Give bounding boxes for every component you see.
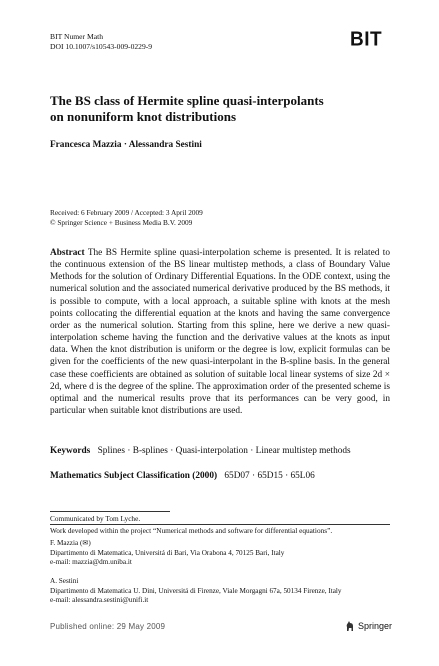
authors: Francesca Mazzia · Alessandra Sestini	[50, 140, 202, 150]
keywords-label: Keywords	[50, 446, 91, 456]
affiliation-mazzia	[50, 539, 284, 568]
keywords	[50, 446, 390, 456]
copyright: © Springer Science + Business Media B.V. 2009	[50, 218, 193, 227]
doi: DOI 10.1007/s10543-009-0229-9	[50, 42, 153, 51]
msc-classification	[50, 471, 390, 481]
author-name: F. Mazzia (✉)	[50, 539, 91, 547]
title-line-2: on nonuniform knot distributions	[50, 109, 237, 124]
footnote-rule	[50, 511, 170, 512]
email-label: e-mail:	[50, 558, 73, 567]
publication-dates	[50, 208, 203, 228]
author-name: A. Sestini	[50, 577, 79, 585]
title-line-1: The BS class of Hermite spline quasi-interpolants	[50, 93, 324, 108]
email-link[interactable]: mazzia@dm.uniba.it	[72, 558, 132, 567]
footnote-divider	[50, 524, 390, 525]
affiliation-sestini	[50, 577, 342, 606]
author-address: Dipartimento di Matematica U. Dini, Universitá di Firenze, Viale Morgagni 67a, 50134 Firenze, Italy	[50, 586, 342, 595]
project-note: Work developed within the project “Numerical methods and software for differential equations”.	[50, 526, 333, 535]
journal-name: BIT Numer Math	[50, 32, 104, 41]
springer-horse-icon	[345, 620, 355, 632]
email-link[interactable]: alessandra.sestini@unifi.it	[72, 596, 149, 605]
author-email-line	[50, 558, 284, 568]
published-online: Published online: 29 May 2009	[50, 622, 166, 631]
publisher-name: Springer	[358, 621, 393, 631]
received-accepted: Received: 6 February 2009 / Accepted: 3 April 2009	[50, 208, 203, 217]
author-email-line	[50, 596, 342, 606]
email-label: e-mail:	[50, 596, 73, 605]
msc-label: Mathematics Subject Classification (2000)	[50, 471, 218, 481]
abstract-label: Abstract	[50, 248, 85, 258]
journal-header	[50, 32, 152, 52]
springer-logo	[345, 620, 392, 632]
abstract-text: The BS Hermite spline quasi-interpolation scheme is presented. It is related to the continuous extension of the BS linear multistep methods, a class of Boundary Value Methods for the solution of Ordinary Differential Equations. In the ODE context, using the numerical solution and the associated numerical derivative produced by the BS methods, it is possible to compute, with a local approach, a suitable spline with knots at the mesh points collocating the differential equation at the knots and having the same convergence order as the numerical solution. Starting from this spline, here we derive a new quasi-interpolation scheme having the function and the derivative values at the knots as input data. When the knot distribution is uniform or the degree is low, explicit formulas can be given for the coefficients of the new quasi-interpolant in the B-spline basis. In the general case these coefficients are obtained as solution of suitable local linear systems of size 2d × 2d, where d is the degree of the spline. The approximation order of the presented scheme is optimal and the numerical results prove that its performances can be very good, in particular when suitable knot distributions are used.	[50, 248, 390, 417]
abstract	[50, 247, 390, 417]
bit-logo: BIT	[350, 28, 383, 51]
paper-title	[50, 93, 390, 125]
msc-codes: 65D07 · 65D15 · 65L06	[224, 471, 315, 481]
author-address: Dipartimento di Matematica, Universitá di Bari, Via Orabona 4, 70125 Bari, Italy	[50, 548, 285, 557]
communicated-by: Communicated by Tom Lyche.	[50, 514, 141, 523]
keywords-text: Splines · B-splines · Quasi-interpolation · Linear multistep methods	[97, 446, 351, 456]
